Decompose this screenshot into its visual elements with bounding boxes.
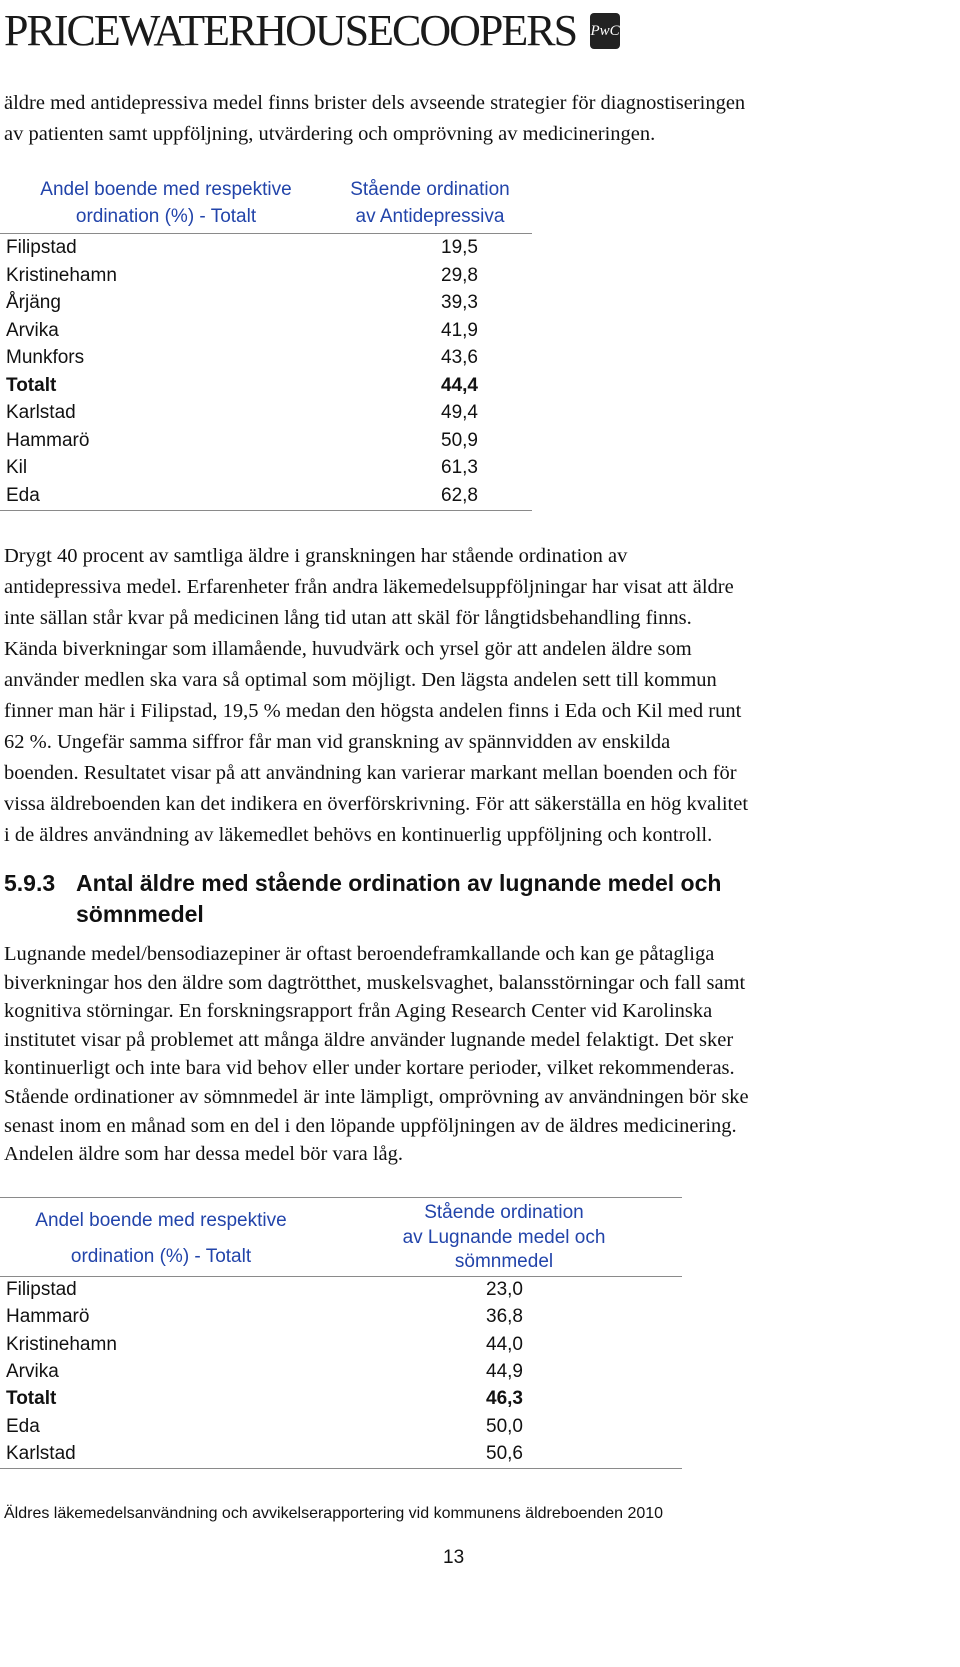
text-line: vissa äldreboenden kan det indikera en överförskrivning. För att säkerställa en hög kvalitet <box>4 793 749 815</box>
row-municipality: Årjäng <box>6 292 61 313</box>
text-line: inte sällan står kvar på medicinen lång tid utan att skäl för långtidsbehandling finns. <box>4 607 692 629</box>
row-municipality: Eda <box>6 1415 40 1437</box>
table-rule <box>0 1197 682 1198</box>
section-title-line: sömnmedel <box>76 901 204 927</box>
row-percentage: 41,9 <box>441 319 478 341</box>
text-line: Stående ordinationer av sömnmedel är inte lämpligt, omprövning av användningen bör ske <box>4 1085 749 1108</box>
header-line: Andel boende med respektive <box>40 179 292 200</box>
row-municipality: Filipstad <box>6 1279 77 1300</box>
row-municipality: Arvika <box>6 319 59 341</box>
table-row <box>0 234 488 262</box>
row-percentage: 44,9 <box>486 1360 523 1382</box>
row-municipality: Kristinehamn <box>6 264 117 286</box>
row-percentage: 44,0 <box>486 1333 523 1355</box>
table-rule <box>0 1468 682 1469</box>
text-line: i de äldres användning av läkemedlet behövs en kontinuerlig uppföljning och kontroll. <box>4 824 713 846</box>
row-municipality: Eda <box>6 484 40 506</box>
row-percentage: 46,3 <box>486 1388 523 1410</box>
row-municipality: Karlstad <box>6 402 76 423</box>
text-line: äldre med antidepressiva medel finns brister dels avseende strategier för diagnostiseringen <box>4 92 746 114</box>
header-line: Andel boende med respektive <box>35 1210 287 1231</box>
text-line: kontinuerligt och inte bara vid behov eller under kortare perioder, vilket rekommenderas. <box>4 1057 735 1080</box>
text-line: kognitiva störningar. En forskningsrapport från Aging Research Center vid Karolinska <box>4 1000 713 1023</box>
table-row <box>0 1358 533 1386</box>
row-percentage: 39,3 <box>441 292 478 313</box>
table-row <box>0 344 488 372</box>
table-header-right <box>380 1201 628 1275</box>
table-header-right <box>330 176 530 230</box>
table-row <box>0 1413 533 1441</box>
section-number: 5.9.3 <box>4 870 56 896</box>
row-percentage: 29,8 <box>441 264 478 286</box>
table-row <box>0 317 488 345</box>
text-line: Andelen äldre som har dessa medel bör vara låg. <box>4 1143 404 1166</box>
company-logo <box>4 2 620 60</box>
text-line: av patienten samt uppföljning, utvärdering och omprövning av medicineringen. <box>4 123 656 145</box>
row-percentage: 23,0 <box>486 1279 523 1300</box>
text-line: institutet visar på problemet att många äldre använder lugnande medel felaktigt. Det sker <box>4 1028 734 1051</box>
header-line: sömnmedel <box>454 1251 554 1272</box>
row-municipality: Totalt <box>6 1388 57 1410</box>
table-row <box>0 289 488 317</box>
table-rule <box>0 510 532 511</box>
text-line: Lugnande medel/bensodiazepiner är oftast beroendeframkallande och kan ge påtagliga <box>4 943 715 965</box>
antidepressant-table <box>0 176 540 516</box>
table-row <box>0 262 488 290</box>
row-percentage: 62,8 <box>441 484 478 506</box>
row-percentage: 49,4 <box>441 402 478 423</box>
table-row <box>0 399 488 427</box>
text-line: Kända biverkningar som illamående, huvudvärk och yrsel gör att andelen äldre som <box>4 638 692 660</box>
row-percentage: 43,6 <box>441 347 478 368</box>
row-municipality: Filipstad <box>6 237 77 258</box>
table-row <box>0 427 488 455</box>
page-number: 13 <box>443 1547 465 1568</box>
row-percentage: 19,5 <box>441 237 478 258</box>
table-row <box>0 1440 533 1468</box>
table-row <box>0 1276 533 1304</box>
table-row <box>0 482 488 510</box>
row-municipality: Totalt <box>6 374 57 396</box>
results-paragraph <box>4 541 956 851</box>
sedatives-table <box>0 1197 690 1472</box>
row-municipality: Kristinehamn <box>6 1333 117 1355</box>
section-heading <box>4 868 904 930</box>
row-municipality: Hammarö <box>6 429 90 451</box>
header-line: ordination (%) - Totalt <box>75 206 257 227</box>
section-title-line: Antal äldre med stående ordination av lugnande medel och <box>76 870 722 896</box>
table-row <box>0 1303 533 1331</box>
row-percentage: 44,4 <box>441 374 478 396</box>
logo-wordmark: PRICEWATERHOUSECOOPERS <box>4 6 577 55</box>
table-row <box>0 1385 533 1413</box>
row-percentage: 61,3 <box>441 457 478 478</box>
header-line: ordination (%) - Totalt <box>70 1246 252 1267</box>
table-header-left <box>6 1203 316 1275</box>
row-percentage: 50,6 <box>486 1442 523 1464</box>
text-line: antidepressiva medel. Erfarenheter från andra läkemedelsuppföljningar har visat att äldre <box>4 576 734 598</box>
row-municipality: Munkfors <box>6 347 85 368</box>
header-line: Stående ordination <box>350 179 510 200</box>
row-percentage: 36,8 <box>486 1306 523 1328</box>
row-municipality: Kil <box>6 457 28 478</box>
header-line: av Lugnande medel och <box>402 1226 606 1248</box>
sedatives-paragraph <box>4 940 956 1169</box>
table-row <box>0 372 488 400</box>
intro-paragraph <box>4 88 956 150</box>
row-municipality: Karlstad <box>6 1442 76 1464</box>
header-line: av Antidepressiva <box>355 206 505 227</box>
text-line: använder medlen ska vara så optimal som möjligt. Den lägsta andelen sett till kommun <box>4 669 717 691</box>
text-line: 62 %. Ungefär samma siffror får man vid granskning av spännvidden av enskilda <box>4 731 671 753</box>
row-percentage: 50,9 <box>441 429 478 451</box>
page-footer: Äldres läkemedelsanvändning och avvikelserapportering vid kommunens äldreboenden 2010 <box>4 1505 664 1522</box>
text-line: biverkningar hos den äldre som dagtrötthet, muskelsvaghet, balansstörningar och fall samt <box>4 971 746 994</box>
table-row <box>0 454 488 482</box>
row-percentage: 50,0 <box>486 1415 523 1437</box>
text-line: boenden. Resultatet visar på att användning kan varierar markant mellan boenden och för <box>4 762 737 784</box>
row-municipality: Arvika <box>6 1360 59 1382</box>
table-header-left <box>6 176 326 230</box>
logo-emblem-icon: PwC <box>590 13 620 49</box>
header-line: Stående ordination <box>424 1202 584 1223</box>
table-row <box>0 1331 533 1359</box>
text-line: finner man här i Filipstad, 19,5 % medan den högsta andelen finns i Eda och Kil med runt <box>4 700 742 722</box>
text-line: senast inom en månad som en del i den löpande uppföljningen av de äldres medicinering. <box>4 1114 737 1137</box>
row-municipality: Hammarö <box>6 1306 90 1328</box>
text-line: Drygt 40 procent av samtliga äldre i granskningen har stående ordination av <box>4 545 628 567</box>
